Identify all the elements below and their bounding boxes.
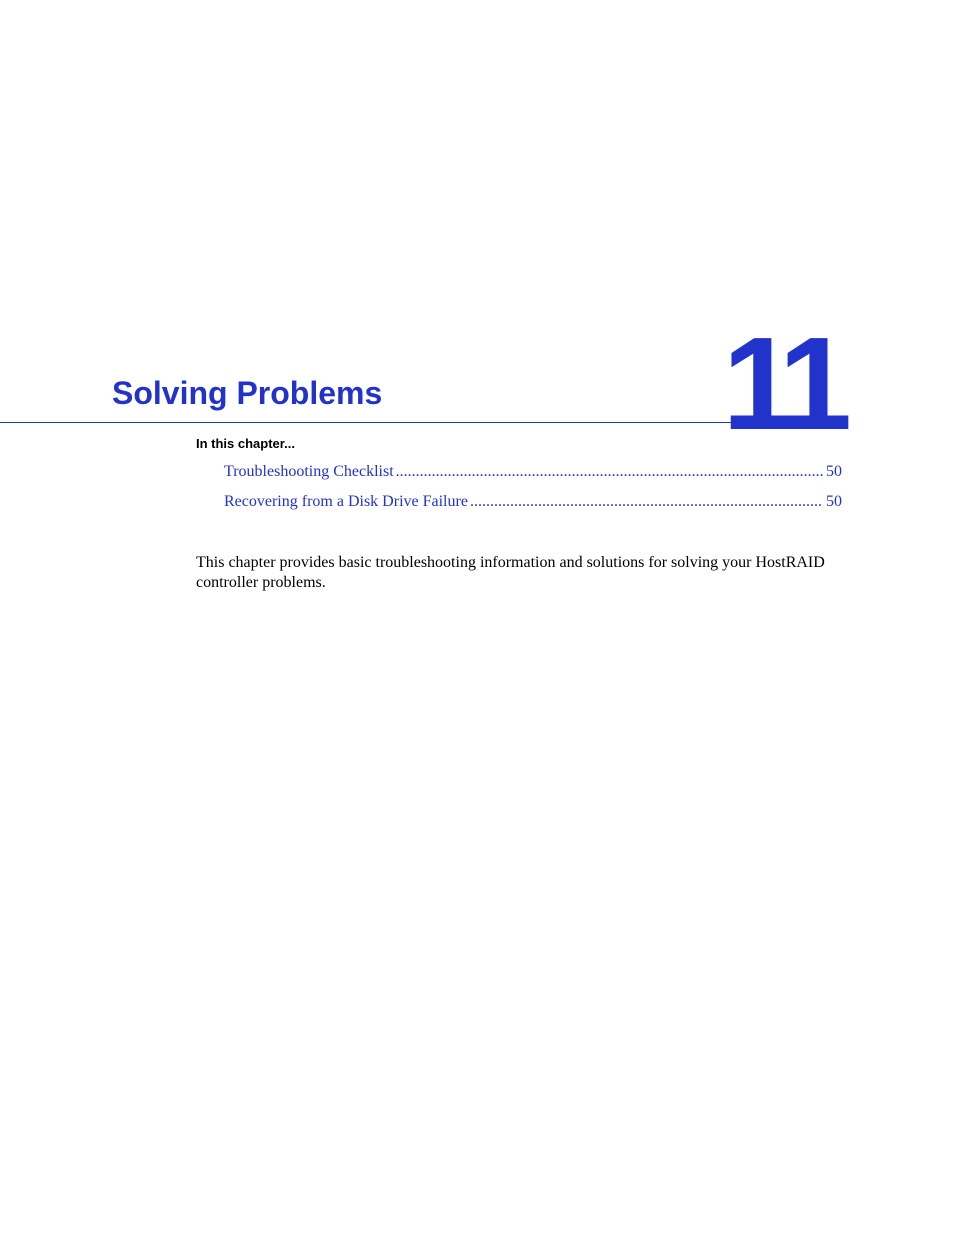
toc-list xyxy=(224,462,842,522)
chapter-number: 11 xyxy=(722,310,842,457)
toc-leader-dots xyxy=(470,492,823,512)
title-rule xyxy=(0,422,842,423)
intro-paragraph: This chapter provides basic troubleshooting information and solutions for solving your HostRAID controller problems. xyxy=(196,554,825,591)
toc-entry-page[interactable]: 50 xyxy=(826,463,842,480)
chapter-title: Solving Problems xyxy=(112,375,383,411)
toc-entry-label[interactable]: Troubleshooting Checklist xyxy=(224,463,394,480)
toc-entry-recovering-disk-drive-failure[interactable] xyxy=(224,492,842,512)
toc-entry-label[interactable]: Recovering from a Disk Drive Failure xyxy=(224,493,468,510)
toc-entry-troubleshooting-checklist[interactable] xyxy=(224,462,842,482)
toc-leader-dots xyxy=(396,462,823,482)
toc-heading: In this chapter... xyxy=(196,436,295,451)
toc-entry-page[interactable]: 50 xyxy=(826,493,842,510)
